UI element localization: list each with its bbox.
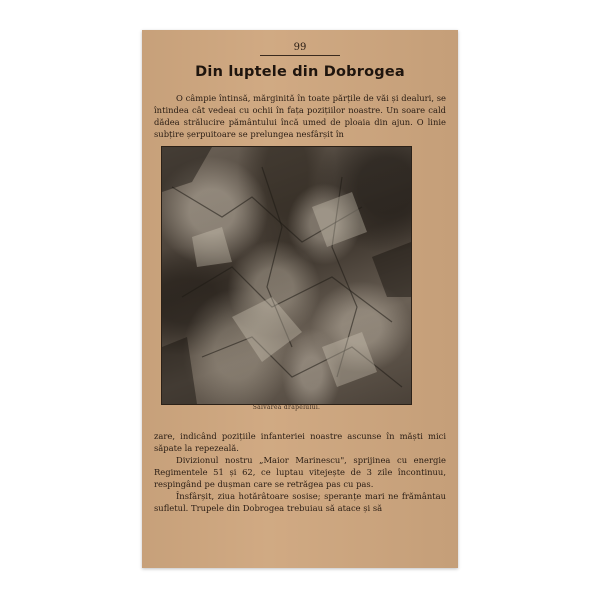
- book-page: [142, 30, 458, 568]
- page-number-rule: [260, 55, 340, 56]
- photo-texture: [162, 147, 411, 404]
- paragraph: Divizionul nostru „Maior Marinescu", sprijinea cu energie Regimentele 51 și 62, ce luptau vitejește de 3 zile încontinuu, respingând pe dușman care se retrăgea pas cu pas.: [154, 455, 446, 489]
- page-number: 99: [293, 42, 307, 53]
- paragraph: zare, indicând pozițiile infanteriei noastre ascunse în măști mici săpate la repezeală.: [154, 431, 446, 453]
- paragraph: Însfârșit, ziua hotărâtoare sosise; speranțe mari ne frământau sufletul. Trupele din Dobrogea trebuiau să atace și să: [154, 491, 446, 513]
- text-block-bottom: [154, 430, 446, 514]
- illustration-photo: [161, 146, 412, 405]
- article-title: Din luptele din Dobrogea: [195, 64, 405, 80]
- paragraph: O câmpie întinsă, mărginită în toate părțile de văi și dealuri, se întindea cât vedeai cu ochii în fața pozițiilor noastre. Un soare cald dădea strălucire pământului încă umed de ploaia din ajun. O linie subțire șerpuitoare se prelungea nesfârșit în: [154, 93, 446, 139]
- figure-caption: Salvarea drapelului.: [252, 404, 321, 411]
- text-block-top: [154, 92, 446, 140]
